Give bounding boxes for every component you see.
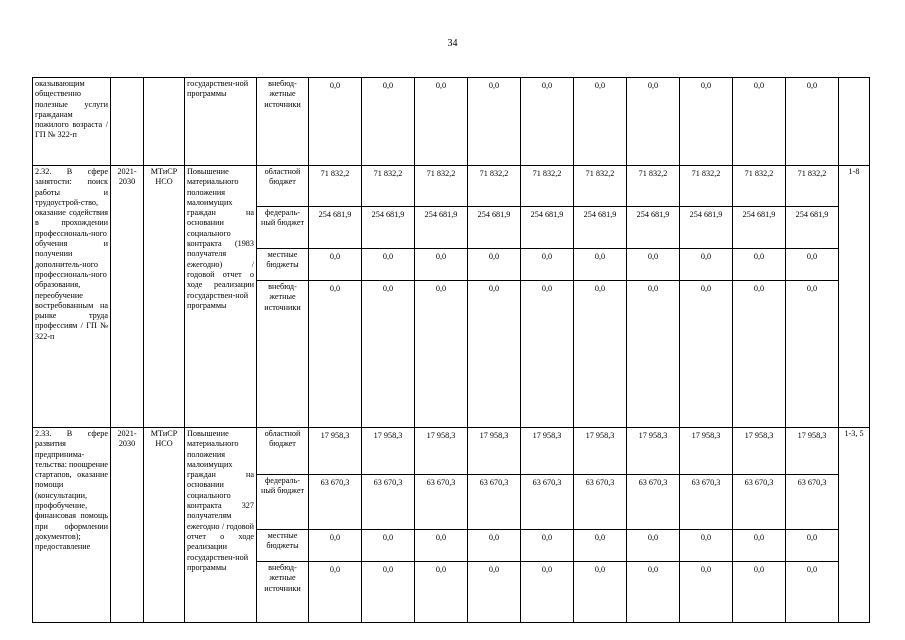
funding-value: 254 681,9 bbox=[627, 207, 680, 249]
funding-value: 0,0 bbox=[627, 78, 680, 166]
funding-value: 0,0 bbox=[521, 249, 574, 281]
measure-description: Повышение материального положения малоимущих граждан на основании социального контракта (1983 получателя ежегодно) / годовой отчет о ходе реализации государствен-ной программы bbox=[185, 166, 257, 428]
funding-value: 63 670,3 bbox=[680, 475, 733, 530]
funding-value: 0,0 bbox=[521, 562, 574, 623]
funding-value: 63 670,3 bbox=[415, 475, 468, 530]
funding-value: 17 958,3 bbox=[415, 428, 468, 475]
funding-source: местные бюджеты bbox=[257, 530, 309, 562]
measure-period: 2021-2030 bbox=[111, 428, 144, 623]
funding-value: 63 670,3 bbox=[733, 475, 786, 530]
funding-value: 71 832,2 bbox=[521, 166, 574, 207]
table-row bbox=[33, 78, 870, 166]
funding-value: 0,0 bbox=[680, 281, 733, 428]
measure-period: 2021-2030 bbox=[111, 166, 144, 428]
funding-value: 254 681,9 bbox=[309, 207, 362, 249]
funding-value: 71 832,2 bbox=[415, 166, 468, 207]
table-row bbox=[33, 166, 870, 207]
funding-value: 71 832,2 bbox=[468, 166, 521, 207]
funding-value: 0,0 bbox=[362, 562, 415, 623]
funding-value: 0,0 bbox=[468, 562, 521, 623]
funding-value: 17 958,3 bbox=[733, 428, 786, 475]
funding-value: 0,0 bbox=[733, 530, 786, 562]
measure-executor: МТиСР НСО bbox=[144, 166, 185, 428]
funding-value: 0,0 bbox=[309, 530, 362, 562]
funding-value: 0,0 bbox=[680, 249, 733, 281]
measure-description: Повышение материального положения малоимущих граждан на основании социального контракта 327 получателям ежегодно / годовой отчет о ходе реализации государствен-ной программы bbox=[185, 428, 257, 623]
funding-value: 0,0 bbox=[680, 78, 733, 166]
funding-value: 0,0 bbox=[468, 281, 521, 428]
funding-value: 0,0 bbox=[574, 281, 627, 428]
measure-executor: МТиСР НСО bbox=[144, 428, 185, 623]
measure-executor bbox=[144, 78, 185, 166]
funding-value: 71 832,2 bbox=[627, 166, 680, 207]
funding-source: внебюд-жетные источники bbox=[257, 562, 309, 623]
funding-value: 17 958,3 bbox=[362, 428, 415, 475]
measure-name: оказывающим общественно полезные услуги гражданам пожилого возраста / ГП № 322-п bbox=[33, 78, 111, 166]
funding-value: 0,0 bbox=[574, 530, 627, 562]
funding-value: 0,0 bbox=[415, 281, 468, 428]
funding-value: 0,0 bbox=[309, 281, 362, 428]
funding-value: 0,0 bbox=[362, 249, 415, 281]
funding-value: 0,0 bbox=[415, 530, 468, 562]
funding-value: 254 681,9 bbox=[574, 207, 627, 249]
indicator-code: 1-8 bbox=[839, 166, 870, 428]
funding-value: 0,0 bbox=[680, 562, 733, 623]
table-body bbox=[33, 78, 870, 623]
funding-value: 17 958,3 bbox=[574, 428, 627, 475]
funding-value: 254 681,9 bbox=[733, 207, 786, 249]
funding-value: 0,0 bbox=[362, 530, 415, 562]
funding-value: 71 832,2 bbox=[733, 166, 786, 207]
funding-value: 0,0 bbox=[786, 281, 839, 428]
measure-name: 2.32. В сфере занятости: поиск работы и трудоустрой-ство, оказание содействия в прохождении профессиональ-ного обучения и получении дополнитель-ного профессиональ-ного образования, переобучение востребованным на рынке труда профессиям / ГП № 322-п bbox=[33, 166, 111, 428]
funding-value: 254 681,9 bbox=[786, 207, 839, 249]
funding-value: 0,0 bbox=[468, 78, 521, 166]
funding-value: 17 958,3 bbox=[627, 428, 680, 475]
funding-value: 0,0 bbox=[521, 281, 574, 428]
funding-value: 0,0 bbox=[733, 249, 786, 281]
funding-value: 254 681,9 bbox=[521, 207, 574, 249]
funding-value: 0,0 bbox=[733, 562, 786, 623]
funding-value: 0,0 bbox=[574, 78, 627, 166]
funding-source: внебюд-жетные источники bbox=[257, 281, 309, 428]
funding-value: 0,0 bbox=[627, 562, 680, 623]
funding-value: 0,0 bbox=[574, 249, 627, 281]
funding-source: областной бюджет bbox=[257, 428, 309, 475]
funding-value: 254 681,9 bbox=[362, 207, 415, 249]
funding-value: 254 681,9 bbox=[680, 207, 733, 249]
funding-value: 17 958,3 bbox=[521, 428, 574, 475]
funding-value: 0,0 bbox=[415, 78, 468, 166]
funding-value: 63 670,3 bbox=[362, 475, 415, 530]
indicator-code: 1-3, 5 bbox=[839, 428, 870, 623]
funding-value: 17 958,3 bbox=[468, 428, 521, 475]
funding-value: 0,0 bbox=[786, 530, 839, 562]
funding-value: 0,0 bbox=[362, 281, 415, 428]
funding-value: 71 832,2 bbox=[680, 166, 733, 207]
funding-value: 17 958,3 bbox=[309, 428, 362, 475]
funding-value: 0,0 bbox=[415, 249, 468, 281]
funding-value: 0,0 bbox=[309, 78, 362, 166]
table-row bbox=[33, 428, 870, 475]
funding-value: 0,0 bbox=[786, 78, 839, 166]
funding-value: 0,0 bbox=[786, 249, 839, 281]
funding-source: федераль-ный бюджет bbox=[257, 475, 309, 530]
funding-value: 71 832,2 bbox=[309, 166, 362, 207]
funding-value: 63 670,3 bbox=[309, 475, 362, 530]
funding-value: 0,0 bbox=[627, 281, 680, 428]
funding-value: 0,0 bbox=[680, 530, 733, 562]
funding-value: 0,0 bbox=[786, 562, 839, 623]
funding-value: 0,0 bbox=[309, 249, 362, 281]
funding-value: 0,0 bbox=[521, 530, 574, 562]
funding-value: 0,0 bbox=[468, 530, 521, 562]
funding-source: местные бюджеты bbox=[257, 249, 309, 281]
funding-value: 0,0 bbox=[733, 281, 786, 428]
funding-value: 0,0 bbox=[415, 562, 468, 623]
indicator-code bbox=[839, 78, 870, 166]
funding-value: 0,0 bbox=[309, 562, 362, 623]
funding-value: 0,0 bbox=[733, 78, 786, 166]
funding-value: 63 670,3 bbox=[468, 475, 521, 530]
funding-value: 71 832,2 bbox=[362, 166, 415, 207]
funding-value: 0,0 bbox=[574, 562, 627, 623]
page-number: 34 bbox=[447, 38, 458, 49]
measure-name: 2.33. В сфере развития предпринима-тельства: поощрение стартапов, оказание помощи (консультации, профобучение, финансовая помощь при оформлении документов); предоставление bbox=[33, 428, 111, 623]
measure-period bbox=[111, 78, 144, 166]
funding-value: 63 670,3 bbox=[786, 475, 839, 530]
measure-description: государствен-ной программы bbox=[185, 78, 257, 166]
funding-value: 0,0 bbox=[362, 78, 415, 166]
funding-value: 0,0 bbox=[627, 249, 680, 281]
funding-value: 63 670,3 bbox=[521, 475, 574, 530]
funding-source: областной бюджет bbox=[257, 166, 309, 207]
funding-value: 71 832,2 bbox=[786, 166, 839, 207]
funding-value: 254 681,9 bbox=[415, 207, 468, 249]
funding-value: 254 681,9 bbox=[468, 207, 521, 249]
funding-source: внебюд-жетные источники bbox=[257, 78, 309, 166]
funding-source: федераль-ный бюджет bbox=[257, 207, 309, 249]
funding-value: 71 832,2 bbox=[574, 166, 627, 207]
funding-value: 17 958,3 bbox=[786, 428, 839, 475]
funding-value: 63 670,3 bbox=[574, 475, 627, 530]
funding-value: 63 670,3 bbox=[627, 475, 680, 530]
funding-value: 0,0 bbox=[468, 249, 521, 281]
program-measures-table bbox=[32, 77, 870, 623]
funding-value: 0,0 bbox=[627, 530, 680, 562]
funding-value: 17 958,3 bbox=[680, 428, 733, 475]
funding-value: 0,0 bbox=[521, 78, 574, 166]
